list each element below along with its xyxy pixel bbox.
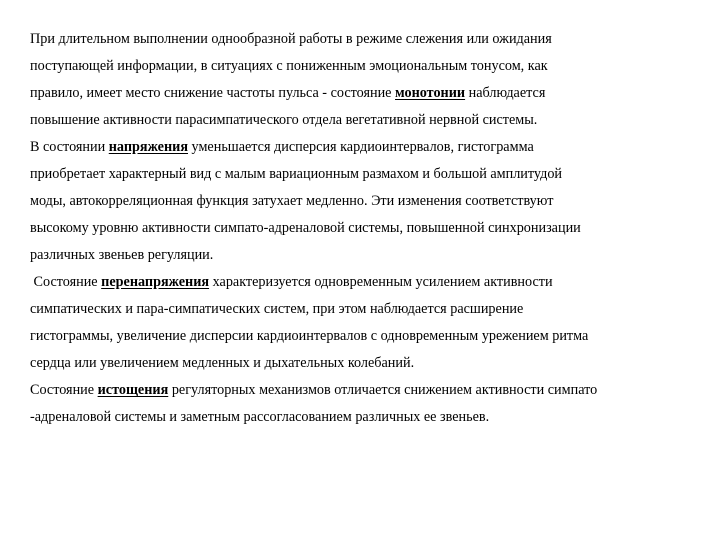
text-segment: повышение активности парасимпатического отдела вегетативной нервной системы. <box>30 112 538 128</box>
text-line <box>30 134 710 161</box>
text-segment: Состояние <box>30 274 102 290</box>
text-line <box>30 404 710 431</box>
text-line <box>30 188 710 215</box>
text-line <box>30 269 710 296</box>
text-segment: наблюдается <box>465 85 546 101</box>
text-segment: -адреналовой системы и заметным рассогласованием различных ее звеньев. <box>30 409 490 425</box>
text-line <box>30 350 710 377</box>
text-line <box>30 26 710 53</box>
text-line <box>30 107 710 134</box>
text-segment: высокому уровню активности симпато-адреналовой системы, повышенной синхронизации <box>30 220 581 236</box>
text-line <box>30 323 710 350</box>
text-segment: симпатических и пара-симпатических систем, при этом наблюдается расширение <box>30 301 524 317</box>
text-line <box>30 80 710 107</box>
text-line <box>30 53 710 80</box>
body-text <box>30 26 710 431</box>
text-line <box>30 215 710 242</box>
text-segment: поступающей информации, в ситуациях с пониженным эмоциональным тонусом, как <box>30 58 548 74</box>
text-segment: В состоянии <box>30 139 109 155</box>
text-line <box>30 377 710 404</box>
text-segment: сердца или увеличением медленных и дыхательных колебаний. <box>30 355 415 371</box>
text-line <box>30 296 710 323</box>
keyword-tension: напряжения <box>108 139 188 155</box>
text-segment: характеризуется одновременным усилением активности <box>209 274 553 290</box>
keyword-exhaustion: истощения <box>97 382 169 398</box>
text-segment: различных звеньев регуляции. <box>30 247 214 263</box>
keyword-monotony: монотонии <box>395 85 466 101</box>
keyword-overstrain: перенапряжения <box>101 274 210 290</box>
text-segment: Состояние <box>30 382 98 398</box>
text-segment: приобретает характерный вид с малым вариационным размахом и большой амплитудой <box>30 166 563 182</box>
text-segment: правило, имеет место снижение частоты пульса - состояние <box>30 85 396 101</box>
text-line <box>30 161 710 188</box>
text-segment: гистограммы, увеличение дисперсии кардиоинтервалов с одновременным урежением ритма <box>30 328 589 344</box>
text-segment: регуляторных механизмов отличается снижением активности симпато <box>168 382 598 398</box>
text-segment: уменьшается дисперсия кардиоинтервалов, гистограмма <box>188 139 534 155</box>
text-segment: При длительном выполнении однообразной работы в режиме слежения или ожидания <box>30 31 552 47</box>
text-line <box>30 242 710 269</box>
text-segment: моды, автокорреляционная функция затухает медленно. Эти изменения соответствуют <box>30 193 554 209</box>
